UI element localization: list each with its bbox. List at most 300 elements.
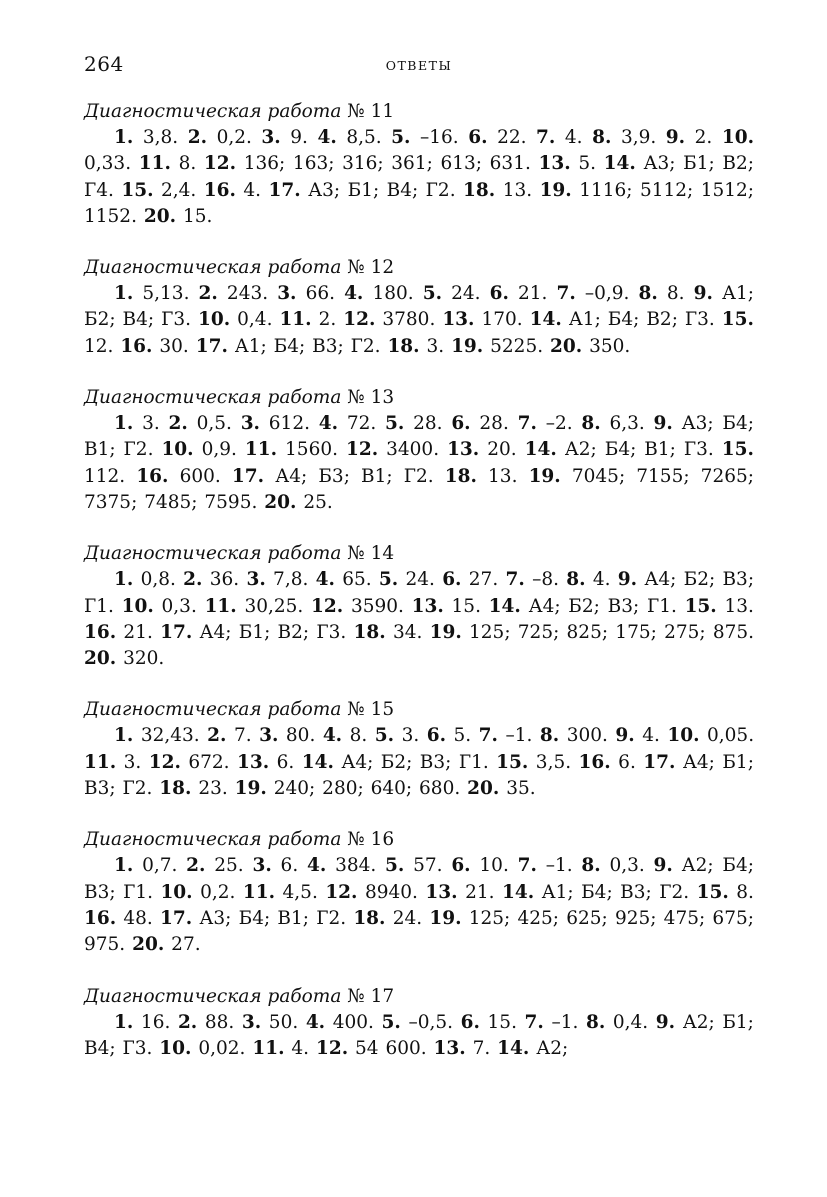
answer-item bbox=[84, 752, 141, 773]
answer-value: 13. bbox=[502, 179, 533, 201]
answer-value: А4; Б3; В1; Г2. bbox=[275, 465, 434, 487]
answer-item bbox=[536, 127, 583, 148]
answer-value: 20. bbox=[487, 439, 517, 461]
answer-number: 1. bbox=[114, 127, 134, 148]
answer-value: 125; 725; 825; 175; 275; 875. bbox=[469, 621, 755, 643]
answer-item bbox=[518, 413, 573, 434]
answer-item bbox=[581, 413, 644, 434]
answer-number: 14. bbox=[488, 595, 521, 617]
answer-item bbox=[525, 1012, 579, 1033]
answer-item bbox=[592, 127, 656, 148]
answer-number: 7. bbox=[505, 569, 525, 591]
answer-value: 3590. bbox=[350, 595, 404, 617]
answer-item bbox=[136, 466, 221, 487]
answer-value: А3; Б4; В1; Г2. bbox=[199, 907, 347, 929]
answer-number: 5. bbox=[385, 413, 405, 435]
answer-item bbox=[540, 725, 608, 746]
answer-value: 4. bbox=[291, 1037, 310, 1059]
answer-item bbox=[121, 180, 196, 201]
answer-value: 3. bbox=[426, 335, 445, 357]
answer-value: 0,3. bbox=[609, 855, 645, 877]
answer-value: 27. bbox=[468, 569, 499, 591]
running-head: ОТВЕТЫ bbox=[385, 58, 453, 73]
answer-value: 30. bbox=[159, 335, 189, 357]
answer-number: 15. bbox=[696, 881, 729, 903]
answer-value: 15. bbox=[451, 595, 481, 617]
section-number: № 11 bbox=[347, 101, 395, 122]
answer-value: 3,8. bbox=[142, 127, 179, 148]
answer-item bbox=[114, 1012, 170, 1033]
answer-list bbox=[84, 411, 754, 516]
answer-value: А4; Б2; В3; Г1. bbox=[341, 751, 489, 773]
answer-item bbox=[496, 752, 571, 773]
answer-number: 4. bbox=[318, 413, 339, 435]
answer-value: 0,5. bbox=[196, 413, 232, 435]
answer-section bbox=[84, 826, 754, 958]
answer-item bbox=[237, 752, 294, 773]
answer-value: 384. bbox=[335, 855, 377, 877]
answer-number: 13. bbox=[442, 309, 475, 331]
answer-item bbox=[316, 569, 372, 590]
answer-item bbox=[391, 127, 459, 148]
answer-value: 170. bbox=[481, 309, 523, 331]
answer-value: 2. bbox=[694, 127, 713, 148]
answer-value: 36. bbox=[209, 569, 240, 591]
answer-number: 11. bbox=[138, 153, 171, 175]
answer-number: 12. bbox=[343, 309, 376, 331]
answer-number: 4. bbox=[315, 569, 335, 591]
answer-item bbox=[188, 127, 252, 148]
answer-number: 8. bbox=[638, 283, 658, 305]
answer-value: 80. bbox=[285, 725, 316, 747]
answer-number: 14. bbox=[524, 439, 557, 461]
answer-number: 13. bbox=[236, 751, 270, 773]
section-title-text: Диагностическая работа bbox=[84, 257, 342, 279]
answer-value: А2; Б4; В1; Г3. bbox=[564, 439, 714, 461]
answer-number: 13. bbox=[447, 439, 480, 461]
answer-number: 19. bbox=[429, 621, 462, 643]
answer-item bbox=[160, 622, 346, 643]
section-title-text: Диагностическая работа bbox=[84, 543, 342, 565]
answer-list bbox=[84, 1010, 754, 1063]
answer-item bbox=[277, 283, 335, 304]
answer-number: 20. bbox=[550, 335, 583, 357]
answer-number: 3. bbox=[246, 569, 266, 591]
answer-number: 5. bbox=[385, 855, 405, 877]
answer-item bbox=[566, 569, 610, 590]
answer-value: А4; Б2; В3; Г1. bbox=[84, 569, 755, 617]
answer-number: 17. bbox=[231, 465, 265, 487]
answer-number: 19. bbox=[451, 335, 484, 357]
section-title bbox=[84, 983, 754, 1010]
answer-value: 0,7. bbox=[142, 855, 178, 877]
answer-number: 5. bbox=[381, 1011, 401, 1033]
answer-value: 3. bbox=[123, 751, 142, 773]
answer-value: –0,9. bbox=[584, 283, 630, 305]
answer-item bbox=[252, 855, 298, 876]
answer-value: 672. bbox=[188, 751, 230, 773]
answer-item bbox=[161, 439, 236, 460]
answer-number: 12. bbox=[148, 751, 181, 773]
answer-number: 3. bbox=[240, 413, 261, 435]
answer-number: 9. bbox=[665, 127, 686, 148]
answer-item bbox=[317, 127, 381, 148]
answer-number: 15. bbox=[121, 179, 154, 201]
answer-value: 8. bbox=[349, 725, 368, 747]
answer-number: 1. bbox=[114, 855, 134, 877]
section-number: № 14 bbox=[347, 543, 395, 565]
answer-item bbox=[204, 180, 261, 201]
answer-number: 9. bbox=[693, 283, 713, 305]
answer-number: 2. bbox=[177, 1011, 198, 1033]
answer-list bbox=[84, 853, 754, 958]
answer-value: 9. bbox=[290, 127, 308, 148]
answer-item bbox=[122, 596, 197, 617]
answer-number: 15. bbox=[684, 595, 717, 617]
answer-item bbox=[430, 622, 754, 643]
answer-value: 6. bbox=[618, 751, 636, 773]
answer-value: 7. bbox=[233, 725, 252, 747]
answer-number: 10. bbox=[161, 439, 194, 461]
answer-item bbox=[114, 283, 189, 304]
answer-number: 9. bbox=[617, 569, 638, 591]
answer-number: 1. bbox=[114, 413, 134, 435]
answer-number: 10. bbox=[121, 595, 154, 617]
answer-number: 3. bbox=[241, 1011, 262, 1033]
answer-value: 0,9. bbox=[201, 439, 237, 461]
answer-value: 28. bbox=[479, 413, 509, 435]
answer-item bbox=[246, 569, 308, 590]
answer-value: 7. bbox=[472, 1037, 491, 1059]
answer-value: 24. bbox=[405, 569, 435, 591]
answer-item bbox=[343, 309, 435, 330]
answer-value: 57. bbox=[413, 855, 443, 877]
page-number: 264 bbox=[84, 52, 124, 76]
answer-item bbox=[259, 725, 315, 746]
answer-value: 125; 425; 625; 925; 475; 675; 975. bbox=[84, 907, 754, 956]
answer-item bbox=[423, 283, 481, 304]
answer-item bbox=[467, 778, 536, 799]
answer-number: 5. bbox=[374, 725, 395, 747]
answer-number: 12. bbox=[311, 595, 344, 617]
answer-number: 20. bbox=[132, 934, 165, 956]
answer-number: 7. bbox=[536, 127, 556, 148]
answer-number: 2. bbox=[198, 283, 218, 305]
answer-number: 14. bbox=[301, 751, 334, 773]
answer-number: 19. bbox=[429, 907, 462, 929]
answer-number: 9. bbox=[653, 855, 673, 877]
answer-number: 3. bbox=[277, 283, 297, 305]
answer-item bbox=[160, 882, 235, 903]
answer-value: –8. bbox=[532, 569, 559, 591]
answer-value: 3,9. bbox=[620, 127, 657, 148]
answer-number: 4. bbox=[317, 127, 337, 148]
answer-number: 14. bbox=[603, 153, 636, 175]
answer-value: 0,4. bbox=[612, 1011, 649, 1033]
answer-number: 17. bbox=[160, 907, 193, 929]
section-title bbox=[84, 98, 754, 125]
answer-item bbox=[579, 752, 636, 773]
answer-value: 3400. bbox=[386, 439, 440, 461]
answer-value: –1. bbox=[505, 725, 533, 747]
answer-item bbox=[232, 466, 434, 487]
answer-number: 7. bbox=[556, 283, 576, 305]
answer-value: 34. bbox=[392, 621, 423, 643]
answer-item bbox=[447, 439, 517, 460]
answer-item bbox=[468, 127, 526, 148]
answer-value: 1116; 5112; 1512; 1152. bbox=[84, 179, 755, 227]
answer-value: 4. bbox=[243, 179, 262, 201]
answer-item bbox=[354, 622, 423, 643]
answer-value: 0,05. bbox=[707, 725, 755, 747]
answer-item bbox=[518, 855, 573, 876]
answers-content bbox=[84, 98, 754, 1086]
answer-item bbox=[550, 336, 630, 357]
answer-number: 9. bbox=[615, 725, 635, 747]
answer-number: 12. bbox=[325, 881, 358, 903]
answer-item bbox=[323, 725, 367, 746]
answer-number: 18. bbox=[353, 621, 386, 643]
answer-number: 8. bbox=[581, 413, 601, 435]
answer-item bbox=[497, 1038, 568, 1059]
answer-number: 6. bbox=[426, 725, 447, 747]
answer-item bbox=[434, 1038, 491, 1059]
answer-value: 400. bbox=[332, 1011, 374, 1033]
answer-number: 19. bbox=[528, 465, 561, 487]
answer-value: 22. bbox=[497, 127, 527, 148]
answer-item bbox=[425, 882, 494, 903]
answer-value: 65. bbox=[342, 569, 372, 591]
answer-number: 11. bbox=[244, 439, 278, 461]
section-title bbox=[84, 826, 754, 853]
answer-number: 6. bbox=[460, 1011, 480, 1033]
answer-number: 17. bbox=[268, 179, 301, 201]
answer-number: 1. bbox=[114, 1011, 134, 1033]
answer-item bbox=[346, 439, 439, 460]
answer-item bbox=[461, 1012, 517, 1033]
answer-number: 4. bbox=[306, 855, 327, 877]
answer-value: 8. bbox=[178, 153, 197, 175]
answer-item bbox=[306, 1012, 374, 1033]
answer-value: 4. bbox=[564, 127, 583, 148]
answer-number: 11. bbox=[242, 881, 276, 903]
answer-number: 6. bbox=[451, 855, 471, 877]
answer-value: 35. bbox=[506, 778, 536, 800]
answer-value: 12. bbox=[84, 335, 114, 357]
answer-number: 15. bbox=[496, 751, 529, 773]
answer-value: 5225. bbox=[490, 335, 544, 357]
answer-value: 88. bbox=[204, 1011, 235, 1033]
section-title bbox=[84, 254, 754, 281]
answer-item bbox=[382, 1012, 453, 1033]
answer-number: 18. bbox=[463, 179, 496, 201]
answer-item bbox=[325, 882, 418, 903]
answer-value: 48. bbox=[123, 907, 153, 929]
answer-number: 10. bbox=[667, 725, 700, 747]
answer-value: 27. bbox=[171, 934, 201, 956]
answer-value: 13. bbox=[488, 465, 518, 487]
answer-number: 20. bbox=[264, 491, 297, 513]
answer-value: 0,3. bbox=[161, 595, 197, 617]
answer-item bbox=[269, 180, 456, 201]
answer-number: 3. bbox=[261, 127, 281, 148]
answer-list bbox=[84, 281, 754, 360]
answer-number: 16. bbox=[84, 907, 117, 929]
answer-item bbox=[205, 596, 304, 617]
answer-value: А2; Б4; В3; Г1. bbox=[84, 855, 754, 903]
answer-value: А1; Б4; В2; Г3. bbox=[568, 309, 715, 331]
section-title bbox=[84, 696, 754, 723]
answer-item bbox=[245, 439, 338, 460]
answer-number: 6. bbox=[489, 283, 509, 305]
answer-value: 21. bbox=[517, 283, 548, 305]
answer-item bbox=[139, 153, 197, 174]
answer-item bbox=[666, 127, 713, 148]
answer-number: 1. bbox=[114, 283, 134, 305]
answer-number: 4. bbox=[305, 1011, 326, 1033]
answer-item bbox=[252, 1038, 309, 1059]
answer-value: –16. bbox=[420, 127, 459, 148]
answer-number: 15. bbox=[721, 439, 754, 461]
answer-value: 6. bbox=[276, 751, 295, 773]
answer-item bbox=[235, 778, 461, 799]
section-title-text: Диагностическая работа bbox=[84, 985, 342, 1007]
answer-number: 17. bbox=[160, 621, 193, 643]
answer-item bbox=[667, 725, 754, 746]
answer-number: 5. bbox=[391, 127, 411, 148]
answer-number: 18. bbox=[387, 335, 420, 357]
answer-value: 0,2. bbox=[200, 881, 236, 903]
answer-number: 2. bbox=[168, 413, 188, 435]
answer-number: 16. bbox=[203, 179, 236, 201]
answer-value: А2; Б1; В4; Г3. bbox=[84, 1011, 754, 1059]
answer-number: 7. bbox=[517, 413, 537, 435]
answer-value: 21. bbox=[465, 881, 495, 903]
answer-item bbox=[120, 336, 189, 357]
answer-item bbox=[427, 725, 471, 746]
answer-item bbox=[261, 127, 308, 148]
answer-item bbox=[196, 336, 381, 357]
answer-number: 11. bbox=[84, 751, 117, 773]
answer-number: 10. bbox=[160, 881, 193, 903]
answer-value: А1; Б4; В3; Г2. bbox=[234, 335, 381, 357]
answer-value: 66. bbox=[305, 283, 335, 305]
answer-item bbox=[697, 882, 754, 903]
answer-number: 5. bbox=[422, 283, 443, 305]
answer-number: 13. bbox=[538, 153, 571, 175]
answer-value: 8. bbox=[666, 283, 685, 305]
answer-number: 8. bbox=[581, 855, 601, 877]
answer-number: 8. bbox=[566, 569, 586, 591]
answer-number: 15. bbox=[721, 309, 754, 331]
answer-item bbox=[581, 855, 644, 876]
section-title bbox=[84, 384, 754, 411]
answer-number: 6. bbox=[451, 413, 471, 435]
answer-value: 23. bbox=[198, 778, 228, 800]
answer-item bbox=[385, 413, 443, 434]
answer-value: 600. bbox=[179, 465, 221, 487]
answer-number: 10. bbox=[198, 309, 231, 331]
answer-item bbox=[84, 648, 164, 669]
answer-item bbox=[186, 855, 244, 876]
answer-value: 2,4. bbox=[161, 179, 197, 201]
answer-number: 4. bbox=[322, 725, 343, 747]
answer-value: 28. bbox=[413, 413, 443, 435]
answer-value: 0,4. bbox=[237, 309, 273, 331]
page-header bbox=[84, 52, 754, 82]
answer-value: 6. bbox=[280, 855, 299, 877]
answer-number: 8. bbox=[539, 725, 560, 747]
answer-number: 18. bbox=[444, 465, 477, 487]
answer-item bbox=[525, 439, 714, 460]
answer-number: 7. bbox=[478, 725, 498, 747]
answer-value: А1; Б4; В3; Г2. bbox=[541, 881, 690, 903]
answer-item bbox=[159, 1038, 245, 1059]
answer-value: 2. bbox=[318, 309, 337, 331]
answer-item bbox=[114, 569, 176, 590]
answer-number: 19. bbox=[234, 778, 267, 800]
answer-number: 20. bbox=[84, 648, 117, 670]
answer-number: 11. bbox=[279, 309, 312, 331]
answer-number: 10. bbox=[159, 1037, 192, 1059]
answer-item bbox=[198, 309, 272, 330]
answer-number: 12. bbox=[345, 439, 379, 461]
answer-value: 5. bbox=[578, 153, 597, 175]
section-number: № 13 bbox=[347, 387, 395, 409]
answer-value: 72. bbox=[346, 413, 377, 435]
answer-value: 8,5. bbox=[346, 127, 382, 148]
answer-value: 240; 280; 640; 680. bbox=[273, 778, 461, 800]
answer-item bbox=[114, 855, 177, 876]
answer-value: –1. bbox=[545, 855, 573, 877]
answer-value: 21. bbox=[123, 621, 153, 643]
answer-number: 20. bbox=[467, 778, 500, 800]
answer-value: 24. bbox=[392, 907, 423, 929]
answer-section bbox=[84, 384, 754, 516]
answer-number: 16. bbox=[136, 465, 169, 487]
answer-value: А4; Б2; В3; Г1. bbox=[528, 595, 677, 617]
answer-number: 18. bbox=[353, 907, 386, 929]
answer-value: А2; bbox=[536, 1037, 569, 1059]
answer-value: 0,33. bbox=[84, 153, 132, 175]
answer-item bbox=[615, 725, 659, 746]
answer-item bbox=[502, 882, 689, 903]
answer-number: 12. bbox=[203, 153, 237, 175]
answer-value: 6,3. bbox=[609, 413, 645, 435]
answer-number: 11. bbox=[252, 1037, 285, 1059]
answer-value: 8. bbox=[736, 881, 754, 903]
section-number: № 16 bbox=[347, 829, 395, 851]
answer-number: 14. bbox=[529, 309, 562, 331]
answer-item bbox=[442, 569, 498, 590]
answer-value: 0,02. bbox=[198, 1037, 246, 1059]
answer-number: 2. bbox=[183, 569, 203, 591]
section-number: № 15 bbox=[347, 699, 395, 721]
answer-number: 1. bbox=[114, 569, 134, 591]
answer-value: 54 600. bbox=[355, 1037, 427, 1059]
answer-item bbox=[353, 908, 422, 929]
answer-item bbox=[387, 336, 444, 357]
answer-item bbox=[302, 752, 489, 773]
answer-list bbox=[84, 125, 754, 230]
answer-number: 14. bbox=[497, 1037, 530, 1059]
answer-item bbox=[132, 934, 201, 955]
answer-item bbox=[539, 153, 597, 174]
answer-value: 1560. bbox=[285, 439, 338, 461]
answer-value: 612. bbox=[268, 413, 310, 435]
answer-list bbox=[84, 567, 754, 672]
section-title bbox=[84, 540, 754, 567]
